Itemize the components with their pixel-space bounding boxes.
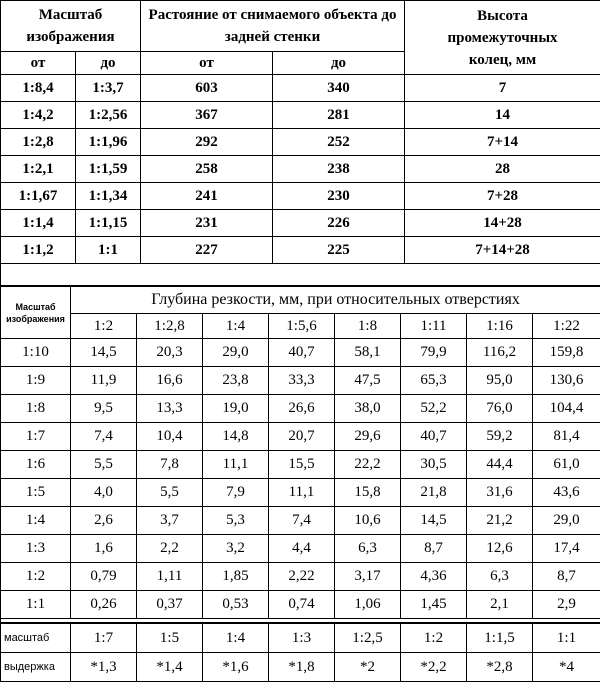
depth-cell: 0,74 <box>269 591 335 619</box>
depth-cell: 0,79 <box>71 563 137 591</box>
depth-cell: 79,9 <box>401 339 467 367</box>
scale-row <box>1 624 600 653</box>
exposure-cell: *1,6 <box>203 653 269 682</box>
scale-cell: 1:1 <box>1 591 71 619</box>
depth-cell: 7,4 <box>269 507 335 535</box>
depth-cell: 21,2 <box>467 507 533 535</box>
table-row <box>1 367 600 395</box>
table-cell: 258 <box>141 156 273 183</box>
depth-cell: 5,5 <box>71 451 137 479</box>
depth-cell: 38,0 <box>335 395 401 423</box>
depth-cell: 3,2 <box>203 535 269 563</box>
depth-cell: 13,3 <box>137 395 203 423</box>
table-row <box>1 507 600 535</box>
table-cell: 231 <box>141 210 273 237</box>
table-cell: 225 <box>273 237 405 264</box>
distance-to-header: до <box>273 52 405 75</box>
depth-cell: 7,4 <box>71 423 137 451</box>
table-cell: 1:3,7 <box>76 75 141 102</box>
depth-cell: 159,8 <box>533 339 600 367</box>
scale-cell: 1:1,5 <box>467 624 533 653</box>
depth-cell: 31,6 <box>467 479 533 507</box>
exposure-cell: *1,8 <box>269 653 335 682</box>
depth-cell: 1,11 <box>137 563 203 591</box>
table-row <box>1 563 600 591</box>
depth-cell: 81,4 <box>533 423 600 451</box>
table-cell: 1:1,2 <box>1 237 76 264</box>
depth-cell: 29,6 <box>335 423 401 451</box>
depth-cell: 30,5 <box>401 451 467 479</box>
exposure-row <box>1 653 600 682</box>
depth-cell: 40,7 <box>269 339 335 367</box>
depth-cell: 43,6 <box>533 479 600 507</box>
depth-cell: 33,3 <box>269 367 335 395</box>
scale-cell: 1:8 <box>1 395 71 423</box>
depth-cell: 58,1 <box>335 339 401 367</box>
depth-cell: 20,7 <box>269 423 335 451</box>
dof-scale-header: Масштаб изображения <box>1 287 71 339</box>
scale-cell: 1:7 <box>71 624 137 653</box>
table-cell: 1:4,2 <box>1 102 76 129</box>
depth-cell: 52,2 <box>401 395 467 423</box>
table-row <box>1 183 600 210</box>
depth-cell: 15,8 <box>335 479 401 507</box>
depth-cell: 9,5 <box>71 395 137 423</box>
exposure-cell: *2 <box>335 653 401 682</box>
spacer-row <box>0 595 600 623</box>
distance-header: Растояние от снимаемого объекта до задней стенки <box>141 1 405 52</box>
depth-cell: 2,6 <box>71 507 137 535</box>
depth-cell: 14,8 <box>203 423 269 451</box>
depth-cell: 2,1 <box>467 591 533 619</box>
depth-cell: 4,0 <box>71 479 137 507</box>
table-row <box>1 535 600 563</box>
table-cell: 292 <box>141 129 273 156</box>
table-cell: 1:1,96 <box>76 129 141 156</box>
depth-cell: 7,8 <box>137 451 203 479</box>
depth-cell: 0,26 <box>71 591 137 619</box>
table-cell: 1:8,4 <box>1 75 76 102</box>
scale-cell: 1:5 <box>137 624 203 653</box>
depth-cell: 0,37 <box>137 591 203 619</box>
table-cell: 28 <box>405 156 600 183</box>
table-cell: 1:1,59 <box>76 156 141 183</box>
depth-cell: 1,6 <box>71 535 137 563</box>
exposure-cell: *2,8 <box>467 653 533 682</box>
table-cell: 14+28 <box>405 210 600 237</box>
depth-cell: 76,0 <box>467 395 533 423</box>
table-cell: 7+28 <box>405 183 600 210</box>
depth-cell: 47,5 <box>335 367 401 395</box>
depth-cell: 5,3 <box>203 507 269 535</box>
table-cell: 1:1,34 <box>76 183 141 210</box>
depth-cell: 26,6 <box>269 395 335 423</box>
depth-cell: 29,0 <box>533 507 600 535</box>
table-cell: 7+14+28 <box>405 237 600 264</box>
depth-cell: 1,45 <box>401 591 467 619</box>
depth-cell: 44,4 <box>467 451 533 479</box>
depth-cell: 8,7 <box>401 535 467 563</box>
aperture-header: 1:5,6 <box>269 314 335 339</box>
depth-cell: 19,0 <box>203 395 269 423</box>
scale-cell: 1:7 <box>1 423 71 451</box>
depth-cell: 5,5 <box>137 479 203 507</box>
table-row <box>1 156 600 183</box>
table-cell: 7+14 <box>405 129 600 156</box>
table-row <box>1 339 600 367</box>
aperture-header: 1:2,8 <box>137 314 203 339</box>
depth-cell: 4,4 <box>269 535 335 563</box>
aperture-header-row <box>1 314 600 339</box>
depth-cell: 16,6 <box>137 367 203 395</box>
depth-cell: 11,9 <box>71 367 137 395</box>
table-cell: 1:1 <box>76 237 141 264</box>
scale-cell: 1:4 <box>1 507 71 535</box>
table-cell: 340 <box>273 75 405 102</box>
table-cell: 1:1,15 <box>76 210 141 237</box>
depth-cell: 22,2 <box>335 451 401 479</box>
depth-cell: 3,7 <box>137 507 203 535</box>
scale-row-label: масштаб <box>1 624 71 653</box>
table-cell: 14 <box>405 102 600 129</box>
depth-cell: 20,3 <box>137 339 203 367</box>
depth-cell: 10,6 <box>335 507 401 535</box>
table-cell: 603 <box>141 75 273 102</box>
depth-cell: 7,9 <box>203 479 269 507</box>
scale-from-header: от <box>1 52 76 75</box>
scale-cell: 1:3 <box>1 535 71 563</box>
table-row <box>1 479 600 507</box>
extension-rings-table <box>0 0 600 264</box>
table-row <box>1 102 600 129</box>
aperture-header: 1:16 <box>467 314 533 339</box>
table-cell: 230 <box>273 183 405 210</box>
depth-cell: 130,6 <box>533 367 600 395</box>
table-cell: 1:2,8 <box>1 129 76 156</box>
table-cell: 252 <box>273 129 405 156</box>
table-row <box>1 75 600 102</box>
depth-cell: 95,0 <box>467 367 533 395</box>
depth-cell: 4,36 <box>401 563 467 591</box>
exposure-row-label: выдержка <box>1 653 71 682</box>
exposure-table <box>0 623 600 682</box>
depth-cell: 104,4 <box>533 395 600 423</box>
table-cell: 227 <box>141 237 273 264</box>
table-row <box>1 395 600 423</box>
spacer-row <box>0 258 600 286</box>
depth-cell: 2,9 <box>533 591 600 619</box>
table-row <box>1 129 600 156</box>
depth-cell: 29,0 <box>203 339 269 367</box>
table-cell: 238 <box>273 156 405 183</box>
depth-cell: 61,0 <box>533 451 600 479</box>
aperture-header: 1:11 <box>401 314 467 339</box>
table-cell: 281 <box>273 102 405 129</box>
table-cell: 367 <box>141 102 273 129</box>
depth-cell: 17,4 <box>533 535 600 563</box>
dof-caption: Глубина резкости, мм, при относительных отверстиях <box>71 287 600 314</box>
depth-cell: 1,85 <box>203 563 269 591</box>
scale-cell: 1:9 <box>1 367 71 395</box>
scale-cell: 1:2 <box>1 563 71 591</box>
depth-cell: 116,2 <box>467 339 533 367</box>
scale-cell: 1:4 <box>203 624 269 653</box>
exposure-cell: *1,3 <box>71 653 137 682</box>
rings-header: Высота промежуточных колец, мм <box>405 1 600 75</box>
aperture-header: 1:8 <box>335 314 401 339</box>
scale-cell: 1:6 <box>1 451 71 479</box>
depth-cell: 2,2 <box>137 535 203 563</box>
depth-cell: 65,3 <box>401 367 467 395</box>
scale-to-header: до <box>76 52 141 75</box>
depth-cell: 40,7 <box>401 423 467 451</box>
table-row <box>1 451 600 479</box>
depth-cell: 59,2 <box>467 423 533 451</box>
table-cell: 241 <box>141 183 273 210</box>
scale-cell: 1:5 <box>1 479 71 507</box>
scale-cell: 1:2,5 <box>335 624 401 653</box>
aperture-header: 1:2 <box>71 314 137 339</box>
depth-of-field-table <box>0 286 600 619</box>
table-cell: 7 <box>405 75 600 102</box>
scale-header: Масштаб изображения <box>1 1 141 52</box>
distance-from-header: от <box>141 52 273 75</box>
table-cell: 1:2,56 <box>76 102 141 129</box>
table-cell: 1:1,67 <box>1 183 76 210</box>
depth-cell: 6,3 <box>335 535 401 563</box>
depth-cell: 12,6 <box>467 535 533 563</box>
depth-cell: 10,4 <box>137 423 203 451</box>
table-cell: 1:2,1 <box>1 156 76 183</box>
aperture-header: 1:22 <box>533 314 600 339</box>
scale-cell: 1:1 <box>533 624 600 653</box>
depth-cell: 8,7 <box>533 563 600 591</box>
depth-cell: 0,53 <box>203 591 269 619</box>
depth-cell: 6,3 <box>467 563 533 591</box>
aperture-header: 1:4 <box>203 314 269 339</box>
depth-cell: 11,1 <box>269 479 335 507</box>
exposure-cell: *1,4 <box>137 653 203 682</box>
depth-cell: 14,5 <box>71 339 137 367</box>
scale-cell: 1:3 <box>269 624 335 653</box>
depth-cell: 23,8 <box>203 367 269 395</box>
depth-cell: 3,17 <box>335 563 401 591</box>
exposure-cell: *4 <box>533 653 600 682</box>
depth-cell: 15,5 <box>269 451 335 479</box>
scale-cell: 1:10 <box>1 339 71 367</box>
table-cell: 1:1,4 <box>1 210 76 237</box>
depth-cell: 1,06 <box>335 591 401 619</box>
exposure-cell: *2,2 <box>401 653 467 682</box>
table-row <box>1 210 600 237</box>
depth-cell: 21,8 <box>401 479 467 507</box>
scale-cell: 1:2 <box>401 624 467 653</box>
depth-cell: 11,1 <box>203 451 269 479</box>
table-row <box>1 423 600 451</box>
depth-cell: 14,5 <box>401 507 467 535</box>
depth-cell: 2,22 <box>269 563 335 591</box>
table-cell: 226 <box>273 210 405 237</box>
